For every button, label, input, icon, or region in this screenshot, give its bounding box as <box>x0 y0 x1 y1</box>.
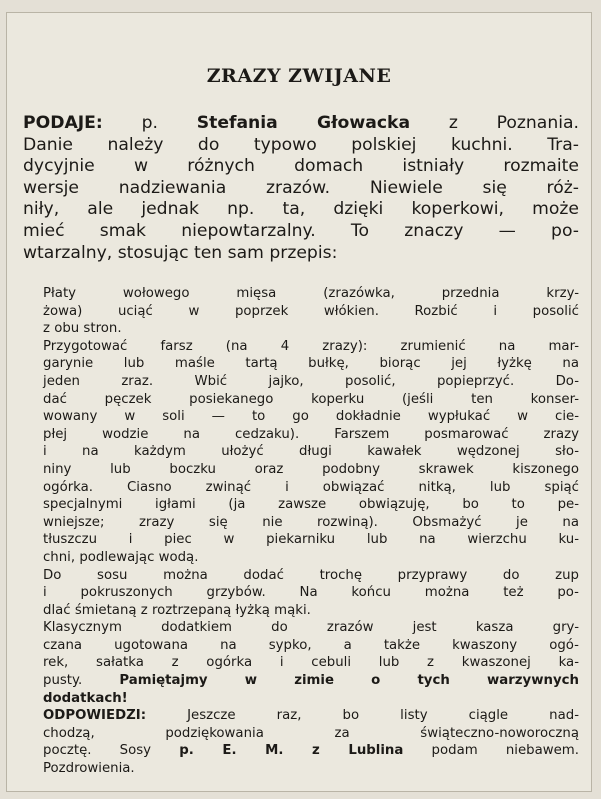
body-line: ogórka. Ciasno zwinąć i obwiązać nitką, lub spiąć <box>43 479 579 495</box>
body-line: Przygotować farsz (na 4 zrazy): zrumienić na mar- <box>43 338 579 354</box>
answers-text: Jeszcze raz, bo listy ciągle nad- <box>146 708 579 724</box>
intro-line: Danie należy do typowo polskiej kuchni. Tra- <box>23 134 579 155</box>
body-line: dać pęczek posiekanego koperku (jeśli ten konser- <box>43 391 579 407</box>
intro-line: mieć smak niepowtarzalny. To znaczy — po- <box>23 220 579 241</box>
reader-reference: p. E. M. z Lublina <box>179 743 404 759</box>
body-line: Klasycznym dodatkiem do zrazów jest kasza gry- <box>43 620 579 636</box>
article-body <box>23 285 579 778</box>
body-line: czana ugotowana na sypko, a także kwaszony ogó- <box>43 637 579 653</box>
body-line: jeden zraz. Wbić jajko, posolić, popieprzyć. Do- <box>43 373 579 389</box>
body-line: rek, sałatka z ogórka i cebuli lub z kwaszonej ka- <box>43 655 579 671</box>
paragraph-answers <box>23 707 579 777</box>
body-line: tłuszczu i piec w piekarniku lub na wierzchu ku- <box>43 532 579 548</box>
body-line: garynie lub maśle tartą bułkę, biorąc jej łyżkę na <box>43 356 579 372</box>
body-line: i pokruszonych grzybów. Na końcu można też po- <box>43 585 579 601</box>
body-line <box>23 742 579 760</box>
lead-text-1: p. <box>102 113 197 133</box>
body-line: Płaty wołowego mięsa (zrazówka, przednia krzy- <box>43 286 579 301</box>
body-line: dlać śmietaną z roztrzepaną łyżką mąki. <box>43 602 311 618</box>
article-intro <box>23 113 579 264</box>
lead-text-2: z Poznania. <box>410 113 580 133</box>
intro-lead-line <box>23 113 579 135</box>
body-line <box>23 707 579 725</box>
answers-label: ODPOWIEDZI: <box>43 708 147 724</box>
lead-label: PODAJE: <box>23 113 103 133</box>
body-line: Do sosu można dodać trochę przyprawy do zup <box>43 567 579 583</box>
intro-line: wtarzalny, stosując ten sam przepis: <box>23 242 338 263</box>
sides-bold-text: Pamiętajmy w zimie o tych warzywnych <box>82 673 579 689</box>
body-line: wowany w soli — to go dokładnie wypłukać w cie- <box>43 409 579 425</box>
paragraph-stuffing <box>23 338 579 567</box>
paragraph-meat <box>23 285 579 338</box>
answers-text: podam niebawem. <box>403 743 579 759</box>
body-line <box>23 672 579 690</box>
answers-text: pocztę. Sosy <box>43 743 180 759</box>
newspaper-clipping <box>6 12 592 792</box>
paragraph-sides <box>23 619 579 707</box>
body-line: Pozdrowienia. <box>43 761 135 777</box>
body-line: płej wodzie na cedzaku). Farszem posmarować zrazy <box>43 426 579 442</box>
author-name: Stefania Głowacka <box>196 113 411 133</box>
body-line: dodatkach! <box>43 690 128 706</box>
paragraph-sauce <box>23 567 579 620</box>
body-line: chni, podlewając wodą. <box>43 549 199 565</box>
body-line: żowa) uciąć w poprzek włókien. Rozbić i posolić <box>43 303 579 319</box>
article-title: ZRAZY ZWIJANE <box>206 65 392 87</box>
intro-line: niły, ale jednak np. ta, dzięki koperkowi, może <box>23 199 579 220</box>
body-line: niny lub boczku oraz podobny skrawek kiszonego <box>43 461 579 477</box>
intro-line: dycyjnie w różnych domach istniały rozmaite <box>23 156 579 177</box>
body-line: i na każdym ułożyć długi kawałek wędzonej sło- <box>43 444 579 460</box>
sides-text: pusty. <box>43 673 83 689</box>
body-line: chodzą, podziękowania za świąteczno-noworoczną <box>43 725 579 741</box>
body-line: wniejsze; zrazy się nie rozwiną). Obsmażyć je na <box>43 514 579 530</box>
body-line: specjalnymi igłami (ja zawsze obwiązuję, bo to pe- <box>43 497 579 513</box>
body-line: z obu stron. <box>43 321 122 337</box>
intro-line: wersje nadziewania zrazów. Niewiele się róż- <box>23 177 579 198</box>
